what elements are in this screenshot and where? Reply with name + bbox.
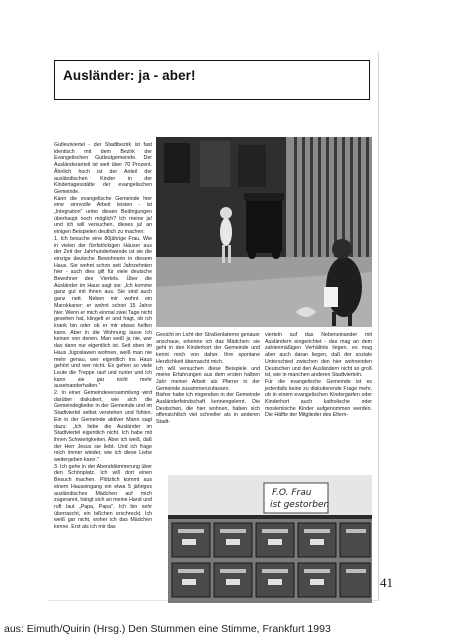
- article-title: Ausländer: ja - aber!: [63, 68, 196, 83]
- title-box: [54, 60, 370, 100]
- handwritten-sign-line-1: F.O. Frau: [272, 488, 312, 498]
- scanned-page: [48, 52, 379, 601]
- page-number: 41: [380, 575, 393, 590]
- street-scene-illustration: [156, 137, 372, 327]
- photo-street-scene: [156, 137, 372, 327]
- mailboxes-illustration: [168, 475, 372, 603]
- corner-mark: 3: [370, 548, 373, 553]
- text-column-left: Gutleutviertel - der Stadtbezirk ist fast identisch mit dem Bezirk der Evangelischen Gutleutgemeinde. Der Ausländeranteil ist weit über 70 Prozent. Ähnlich hoch ist der Anteil der ausländischen Kinder in der Kindertagesstätte der evangelischen Gemeinde. Kann die evangelische Gemeinde hier eine sinnvolle Arbeit leisten - ist „Integration" unter diesen Bedingungen überhaupt noch möglich? Ich meine ja! und ich will versuchen, dieses ja! an einigen Beispielen deutlich zu machen: 1. Ich besuche eine 80jährige Frau. Wie in vielen der fünfstöckigen Häuser aus der Zeit der Jahrhundertwende ist sie die einzige deutsche Bewohnerin in diesem Haus. Sie wohnt schon seit Jahrzehnten hier - auch dies gilt für viele deutsche Bewohner des Viertels. Über die Ausländer im Haus sagt sie: „Ich komme ganz gut mit ihnen aus. Sie sind auch ganz nett. Neben mir wohnt ein Marokkaner: er wohnt schon 15 Jahre hier. Wenn er mich einmal zwei Tage nicht gesehen hat, klingelt er und fragt, ob ich krank bin oder ob er mir etwas helfen kann. Aber in die Wohnung lasse ich keinen von denen. Man weiß ja nie, wer das dann nur eigentlich ist. Seit oben im Haus Jugoslawen wohnen, weiß man nie mehr genau, wer eigentlich ins Haus gehört und wer nicht. Es gehen so viele Leute die Treppe rauf und runter und ich kann sie gar nicht mehr auseinanderhalten." 2. In einer Gemeindeversammlung wird darüber diskutiert, wie sich die Gemeindeglieder in der Gemeinde und im Stadtviertel selbst verstehen und fühlen. Ein in der Gemeinde aktiver Mann sagt dazu: „Ich liebe die Ausländer im Stadtviertel eigentlich nicht. Ich habe mit ihnen Schwierigkeiten. Aber ich weiß, daß der Herr Jesus sie liebt. Und ich frage mich immer wieder, wie ich diese Liebe weitergeben kann." 3. Ich gehe in der Abenddämmerung über den Schönplatz. Ich will dort einen Besuch machen. Plötzlich kommt aus einem Hauseingang ein etwa 5 jähriges ausländisches Mädchen auf mich zugerannt, hängt sich an meine Hand und ruft laut „Papa, Papa". Ich bin sehr überrascht, ein bißchen erschreckt. Ich weiß gar nicht, woher ich das Mädchen kenne. Erst als ich mir das: [54, 142, 152, 531]
- photo-mailboxes: [168, 475, 372, 603]
- handwritten-sign-line-2: ist gestorben: [270, 500, 330, 510]
- text-column-right: vierteln auf das Nebeneinander mit Ausländern eingerichtet - das mag an dem zahlenmäßigen Verhältnis liegen, es mag aber auch daran liegen, daß der soziale Unterschied zwischen den hier wohnenden Deutschen und den Ausländern nicht so groß ist, wie in manchen anderen Stadtvierteln. Für die evangelische Gemeinde ist es jedenfalls keine zu diskutierende Frage mehr, ob in einem evangelischen Kindergarten oder Kinderhort auch katholische oder moslemische Kinder aufgenommen werden. Die Hälfte der Mitglieder des Eltern-: [265, 332, 372, 419]
- text-column-middle: Gesicht im Licht der Straßenlaterne genauer anschaue, erkenne ich das Mädchen: sie geht in den Kinderhort der Gemeinde und kennt mich von daher. Ihre spontane Herzlichkeit überrascht mich. Ich will versuchen diese Beispiele und meine Erfahrungen aus dem ersten halben Jahr meiner Arbeit als Pfarrer in der Gemeinde zusammenzufassen. Bisher habe ich nirgendwo in der Gemeinde Ausländerfeindschaft kennengelernt. Die Deutschen, die hier wohnen, haben sich offensichtlich viel schneller als in anderen Stadt-: [156, 332, 260, 426]
- source-caption: aus: Eimuth/Quirin (Hrsg.) Den Stummen eine Stimme, Frankfurt 1993: [4, 623, 331, 635]
